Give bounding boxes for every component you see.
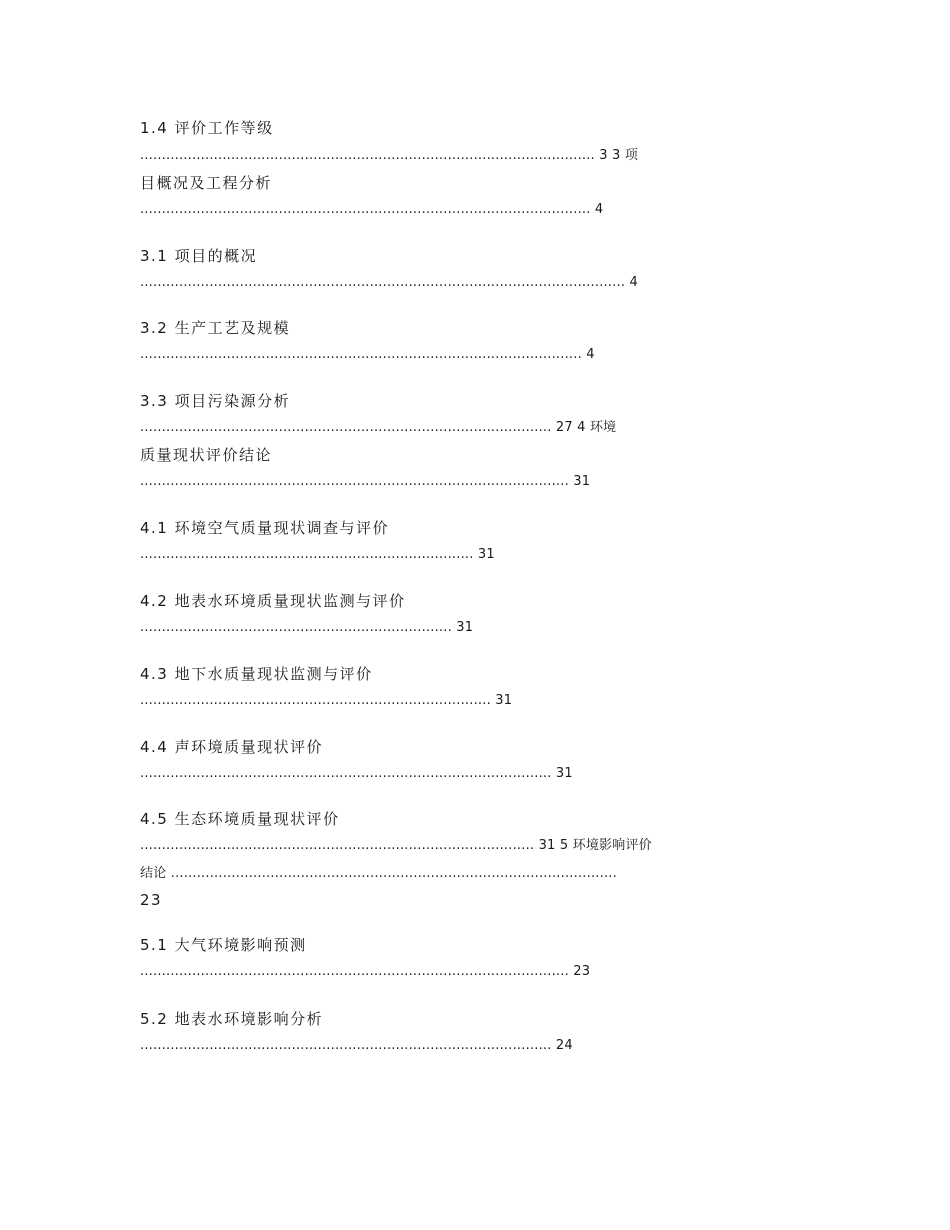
toc-heading-1-4: 1.4 评价工作等级 [140, 119, 274, 137]
toc-heading-3: 目概况及工程分析 [140, 174, 273, 192]
toc-heading-5-1: 5.1 大气环境影响预测 [140, 936, 307, 954]
toc-heading-3-1: 3.1 项目的概况 [140, 247, 258, 265]
toc-leader-line: ................................................................................................... 31 [140, 474, 591, 489]
toc-leader-line: ................................................................................................................ 4 [140, 275, 639, 290]
toc-heading-4-4: 4.4 声环境质量现状评价 [140, 738, 324, 756]
toc-heading-5-2: 5.2 地表水环境影响分析 [140, 1010, 324, 1028]
toc-page-number: 23 [140, 891, 163, 909]
toc-heading-4-3: 4.3 地下水质量现状监测与评价 [140, 665, 373, 683]
toc-leader-line: ........................................................................................................ 4 [140, 202, 604, 217]
toc-leader-line: ........................................................................ 31 [140, 620, 474, 635]
toc-leader-line: ............................................................................. 31 [140, 547, 495, 562]
toc-leader-line: ............................................................................................... 31 [140, 766, 573, 781]
toc-leader-line: ................................................................................. 31 [140, 693, 513, 708]
toc-heading-3-2: 3.2 生产工艺及规模 [140, 319, 291, 337]
toc-heading-4-5: 4.5 生态环境质量现状评价 [140, 810, 340, 828]
toc-heading-3-3: 3.3 项目污染源分析 [140, 392, 291, 410]
toc-leader-line: ................................................................................................... 23 [140, 964, 591, 979]
toc-leader-line: ............................................................................................... 27 4 环境 [140, 420, 617, 435]
toc-heading-4-1: 4.1 环境空气质量现状调查与评价 [140, 519, 390, 537]
toc-heading-4: 质量现状评价结论 [140, 446, 273, 464]
toc-leader-line: ......................................................................................................... 3 3 项 [140, 148, 639, 163]
toc-heading-4-2: 4.2 地表水环境质量现状监测与评价 [140, 592, 406, 610]
toc-leader-line: ............................................................................................... 24 [140, 1038, 573, 1053]
toc-leader-line: ........................................................................................... 31 5 环境影响评价 [140, 838, 652, 853]
toc-leader-line: ...................................................................................................... 4 [140, 347, 595, 362]
toc-heading-5: 结论 ....................................................................................................... [140, 866, 617, 881]
